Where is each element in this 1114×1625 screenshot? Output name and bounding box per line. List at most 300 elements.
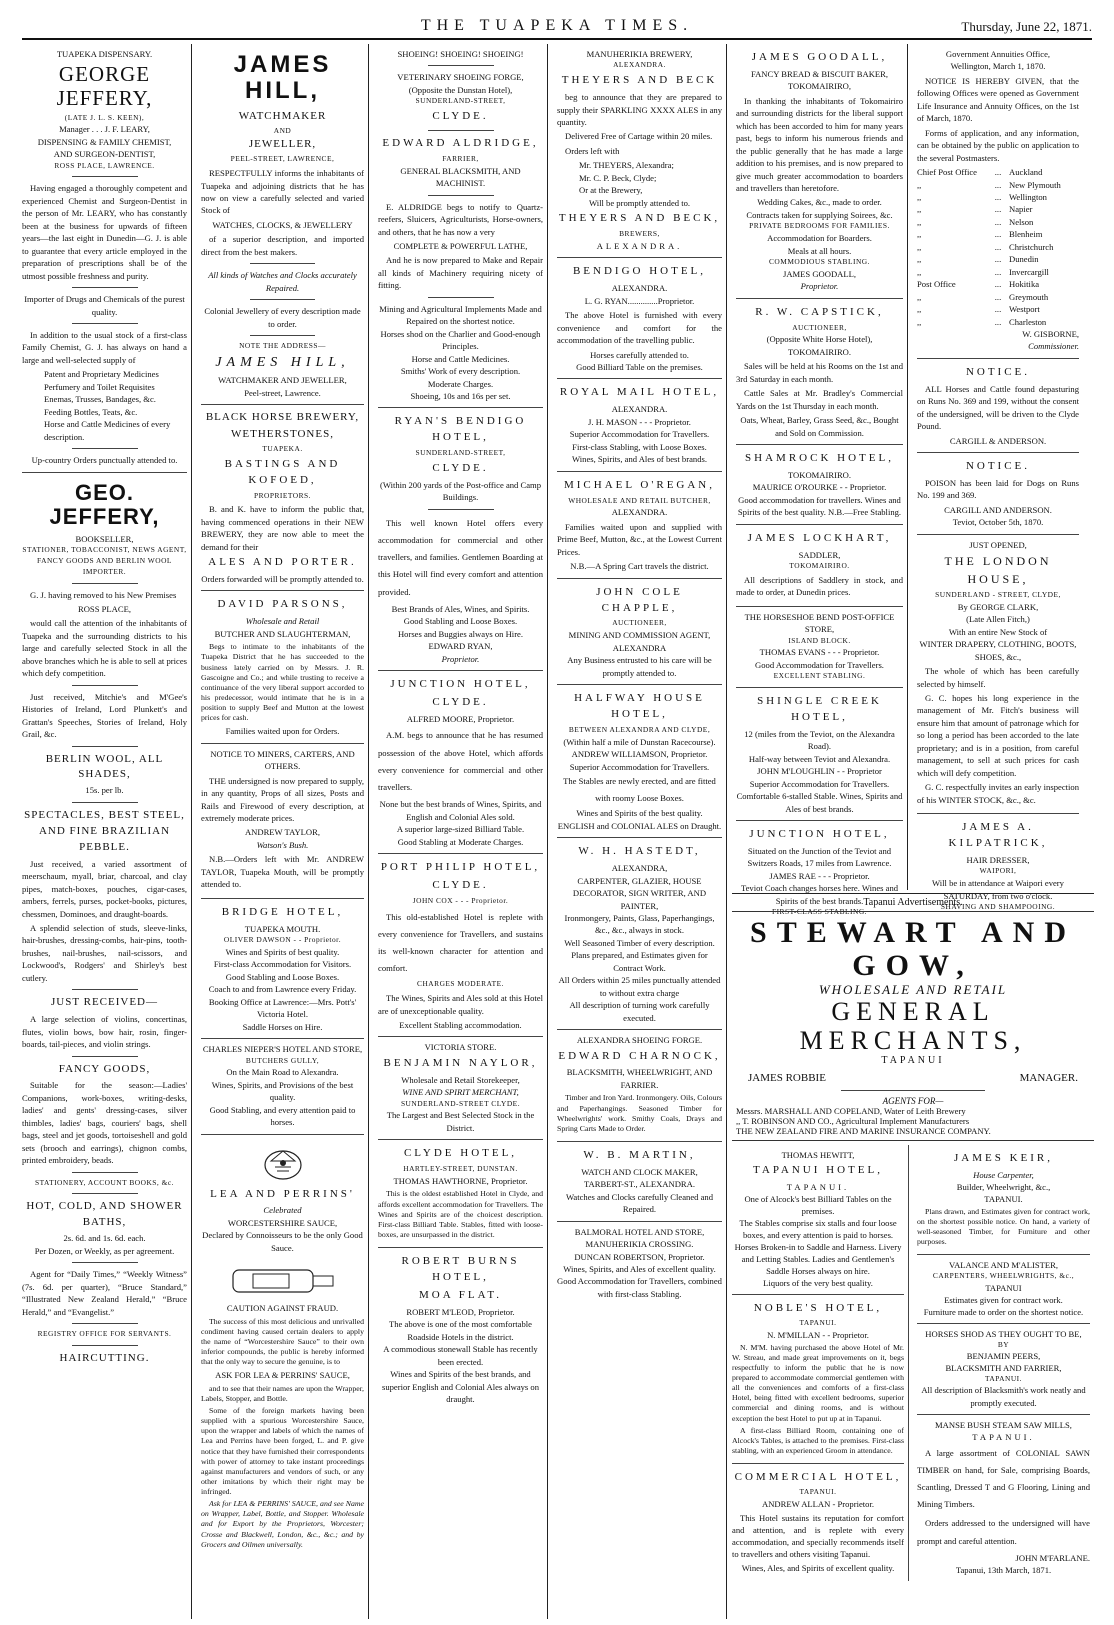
ad-heading: VICTORIA STORE. <box>424 1042 497 1053</box>
ad-lea-perrins <box>201 1135 364 1557</box>
ad-text: Will be in attendance at Waipori every SATURDAY, from two o'clock. <box>932 878 1064 901</box>
ad-line: BREWERS, <box>619 229 660 239</box>
ad-text: The Largest and Best Selected Stock in the District. <box>386 1110 535 1133</box>
divider <box>72 685 138 686</box>
ad-line: TOKOMAIRIRO, <box>787 81 852 92</box>
ad-line: DISPENSING & FAMILY CHEMIST, <box>37 136 172 147</box>
ad-text: Families waited upon for Orders. <box>225 726 340 737</box>
list-item: Mr. THEYERS, Alexandra; <box>579 160 674 171</box>
ad-text: A commodious stonewall Stable has recently been erected. <box>383 1344 538 1367</box>
ad-line: EDWARD RYAN, <box>428 641 493 652</box>
advertiser-name: GEO. JEFFERY, <box>49 479 160 529</box>
ad-text: Liquors of the very best quality. <box>763 1277 873 1288</box>
office-town: Greymouth <box>1008 291 1049 302</box>
ad-text: EXCELLENT STABLING. <box>773 671 866 681</box>
ad-line: NOTE THE ADDRESS— <box>239 341 326 351</box>
office-type: ,, <box>917 191 922 202</box>
ad-line: THEYERS AND BECK, <box>558 212 721 225</box>
ad-line: TAPANUI. <box>984 1374 1022 1384</box>
ad-line: COMPLETE & POWERFUL LATHE, <box>393 240 528 251</box>
ad-text: All description of turning work carefully executed. <box>569 1000 710 1023</box>
ad-line: SUNDERLAND-STREET CLYDE. <box>400 1098 521 1108</box>
ad-text: Wines and Spirits of the best brands, and superior English and Colonial Ales always on draught. <box>381 1369 540 1405</box>
divider <box>72 1262 138 1263</box>
office-dots: ... <box>994 279 1002 290</box>
ad-line: JOHN M'LOUGHLIN - - Proprietor <box>757 766 882 777</box>
ad-james-hill <box>201 44 364 405</box>
list-item: Perfumery and Toilet Requisites <box>44 381 155 392</box>
ad-capstick <box>736 299 903 445</box>
divider <box>72 448 138 449</box>
ad-james-goodall <box>736 44 903 299</box>
office-type: ,, <box>917 204 922 215</box>
ad-text: Timber and Iron Yard. Ironmongery. Oils, Colours and Paperhangings. Seasoned Timber for Wheelwrights' work. Smithy Coals, Drays and Spring Carts Made to Order. <box>557 1093 722 1133</box>
ad-text: G. J. having removed to his New Premises <box>30 589 177 600</box>
ad-line: ALEXANDRA, <box>611 863 668 874</box>
ad-text: Wines, Ales, and Spirits of excellent quality. <box>741 1562 895 1573</box>
ad-line: PEEL-STREET, LAWRENCE, <box>230 154 335 164</box>
ad-heading: EDWARD ALDRIDGE, <box>382 137 539 150</box>
ad-shoeing-forge <box>378 44 543 408</box>
office-list <box>917 166 1079 328</box>
ad-heading: JAMES LOCKHART, <box>747 531 892 544</box>
ad-line: Wellington, March 1, 1870. <box>950 61 1046 72</box>
ad-text: N.B.—Orders left with Mr. ANDREW TAYLOR, Tuapeka Mouth, will be promptly attended to. <box>201 854 364 890</box>
office-type: Chief Post Office <box>917 167 977 178</box>
ad-line: TARBERT-ST., ALEXANDRA. <box>584 1179 695 1190</box>
office-type: ,, <box>917 266 922 277</box>
ad-text: Half-way between Teviot and Alexandra. <box>748 753 891 764</box>
ad-line: JEWELLER, <box>248 138 317 151</box>
ad-heading: PORT PHILIP HOTEL, <box>380 860 541 873</box>
ad-text: Horse and Cattle Medicines. <box>411 353 510 364</box>
ad-text: Importer of Drugs and Chemicals of the purest quality. <box>24 294 185 317</box>
ad-line: TOKOMAIRIRO. <box>787 469 852 480</box>
ad-text: Wines and Spirits of best quality. <box>225 946 340 957</box>
ad-heading: MICHAEL O'REGAN, <box>563 478 715 491</box>
ad-line: FANCY BREAD & BISCUIT BAKER, <box>750 68 889 79</box>
ad-line: MANUHERIKIA CROSSING. <box>585 1239 694 1250</box>
ad-line: TAPANUI. <box>786 1181 850 1192</box>
ad-heading: W. H. HASTEDT, <box>578 845 701 858</box>
divider <box>72 176 138 177</box>
ad-text: This well known Hotel offers every accommodation for commercial and other travellers, and families. Gentlemen Boarding at this Hotel will find every comfort and attention provided. <box>378 517 543 597</box>
ad-junction-hotel-clyde <box>378 671 543 854</box>
ad-line: BUTCHERS GULLY, <box>245 1055 320 1065</box>
ad-robert-burns-hotel <box>378 1248 543 1410</box>
bottle-illustration <box>201 1258 364 1298</box>
manager-title: MANAGER. <box>1019 1072 1078 1085</box>
ad-line: BUTCHER AND SLAUGHTERMAN, <box>214 628 351 639</box>
ad-halfway-house-hotel <box>557 685 722 838</box>
ad-line: MAURICE O'ROURKE - - Proprietor. <box>752 482 887 493</box>
ad-line: AGENTS FOR— <box>882 1096 944 1107</box>
ad-line: WORCESTERSHIRE SAUCE, <box>227 1217 338 1228</box>
ad-heading: BENJAMIN NAYLOR, <box>383 1056 538 1069</box>
list-item: Patent and Proprietary Medicines <box>44 369 159 380</box>
ad-text: Sales will be held at his Rooms on the 1st and 3rd Saturday in each month. <box>736 361 903 384</box>
ad-text: Accommodation for Boarders. <box>767 233 872 244</box>
ad-heading: EDWARD CHARNOCK, <box>558 1049 721 1062</box>
ad-line: CLYDE. <box>432 696 489 708</box>
ad-text: Watches and Clocks carefully Cleaned and Repaired. <box>565 1191 714 1215</box>
ad-line: ALEXANDRA. <box>613 60 666 70</box>
ad-text: All description of Blacksmith's work neatly and promptly executed. <box>921 1385 1086 1408</box>
list-item: Or at the Brewery, <box>579 185 643 196</box>
ad-text: None but the best brands of Wines, Spirits, and English and Colonial Ales sold. <box>379 799 542 822</box>
ad-commercial-hotel <box>732 1464 904 1579</box>
ad-royal-mail-hotel <box>557 379 722 471</box>
ad-text: This Hotel sustains its reputation for comfort and attention, and is replete with every accommodation, and specially recommends itself to travellers and others visiting Tapanui. <box>732 1512 904 1559</box>
advertiser-name: JAMES HILL, <box>215 354 350 370</box>
ad-text: Good Stabling, and every attention paid to horses. <box>209 1104 356 1128</box>
ad-line: BOOKSELLER, <box>75 533 134 544</box>
ad-notice-poison <box>917 453 1079 535</box>
ad-line: CLYDE. <box>432 462 489 475</box>
ad-line: ALEXANDRA. <box>611 283 668 294</box>
ad-bridge-hotel <box>201 899 364 1039</box>
ad-line: L. G. RYAN..............Proprietor. <box>584 295 695 306</box>
ad-line: (Opposite the Dunstan Hotel), <box>408 84 513 95</box>
ad-john-cole-chapple <box>557 579 722 685</box>
ad-line: Tapanui, 13th March, 1871. <box>955 1564 1052 1575</box>
ad-text: Will be promptly attended to. <box>588 197 691 208</box>
ad-tapanui-hotel <box>732 1145 904 1295</box>
ad-line: N. M'MILLAN - - Proprietor. <box>767 1329 869 1340</box>
ad-text: E. ALDRIDGE begs to notify to Quartz-reefers, Sluicers, Agriculturists, Horse-owners, and others, that he has now a very <box>378 201 543 237</box>
office-row <box>917 179 1079 191</box>
office-dots: ... <box>994 291 1002 302</box>
ad-line: WINE AND SPIRIT MERCHANT, <box>402 1087 519 1098</box>
ad-text: Coach to and from Lawrence every Friday. Booking Office at Lawrence:—Mrs. Pott's' Victoria Hotel. <box>208 984 357 1020</box>
ad-line: W. GISBORNE, <box>1022 328 1079 339</box>
ad-line: TOKOMAIRIRO. <box>789 561 850 571</box>
ad-text: Well Seasoned Timber of every description. <box>564 937 715 948</box>
column-4 <box>557 44 727 1619</box>
ad-heading: BRIDGE HOTEL, <box>221 905 344 918</box>
ad-text: Good Stabling and Loose Boxes. <box>403 616 518 627</box>
ad-michael-oregan <box>557 472 722 579</box>
ad-text: B. and K. have to inform the public that, having commenced operations in their NEW BREWERY, they are now able to meet the demand for their <box>201 504 364 552</box>
office-row <box>917 278 1079 290</box>
ad-line: With an entire New Stock of <box>948 626 1048 637</box>
ad-line: CARGILL & ANDERSON. <box>949 435 1047 446</box>
office-type: ,, <box>917 304 922 315</box>
ad-line: Proprietor. <box>441 653 480 664</box>
ad-line: BASTINGS AND KOFOED, <box>224 457 341 486</box>
ad-text: First-class Stabling, with Loose Boxes. <box>572 441 707 452</box>
ad-text: Oats, Wheat, Barley, Grass Seed, &c., Bought and Sold on Commission. <box>740 415 899 438</box>
office-row <box>917 303 1079 315</box>
ad-text: A first-class Billiard Room, containing one of Alcock's Tables, is attached to the premises. First-class stabling, with an experienced Groom in attendance. <box>732 1425 904 1455</box>
ad-line: TUAPEKA. <box>262 443 303 453</box>
ad-text: Smiths' Work of every description. <box>400 366 521 377</box>
divider <box>72 323 138 324</box>
office-dots: ... <box>994 179 1002 190</box>
ad-line: (LATE J. L. S. KEEN), <box>64 112 145 122</box>
ad-line: PROPRIETORS. <box>254 490 311 500</box>
ad-heading: THE HORSESHOE BEND POST-OFFICE STORE, <box>744 611 895 635</box>
ad-text: A superior large-sized Billiard Table. <box>396 824 525 835</box>
ad-text: Superior Accommodation for Travellers. Comfortable 6-stalled Stable. Wines, Spirits and Ales of best brands. <box>736 778 903 814</box>
ad-text: The Stables comprise six stalls and four loose boxes, and every attention is paid to horses. Horses Broken-in to Saddle and Harness. Livery and Letting Stables. Ladies and Gentlemen's Saddle Horses always on hire. <box>734 1217 902 1276</box>
ad-david-parsons <box>201 591 364 743</box>
office-type: ,, <box>917 254 922 265</box>
ad-text: THE undersigned is now prepared to supply, in any quantity, Props of all sizes, Posts and Rails and Firewood of every description, at extremely moderate prices. <box>201 775 364 824</box>
ad-line: TAPANUI <box>881 1055 945 1067</box>
office-type: ,, <box>917 229 922 240</box>
ad-text: Wines and Spirits of the best quality. <box>576 808 703 819</box>
ad-line: 2s. 6d. and 1s. 6d. each. <box>63 1233 146 1244</box>
divider <box>428 130 494 131</box>
ad-text: N.B.—A Spring Cart travels the district. <box>570 561 709 572</box>
ad-victoria-store <box>378 1037 543 1140</box>
ad-line: THOMAS EVANS - - - Proprietor. <box>759 647 880 658</box>
ad-line: BETWEEN ALEXANDRA AND CLYDE, <box>568 724 711 734</box>
ad-line: CLYDE. <box>432 110 489 123</box>
ad-text: PRIVATE BEDROOMS FOR FAMILIES. <box>749 221 890 231</box>
office-type: ,, <box>917 291 922 302</box>
ad-heading: NOTICE. <box>965 460 1031 473</box>
office-type: ,, <box>917 216 922 227</box>
ad-text: A splendid selection of studs, sleeve-links, hair-brushes, dressing-combs, hair-pins, tooth-brushes, nail-brushes, nail-scissors, and Lockwood's, Rodgers' and Shirley's best cutlery. <box>22 922 187 983</box>
ad-text: Horses shod on the Charlier and Good-enough Principles. <box>380 328 541 352</box>
ad-ryans-bendigo-hotel <box>378 408 543 671</box>
ad-geo-jeffery-bookseller <box>22 473 187 1373</box>
ad-line: OLIVER DAWSON - - Proprietor. <box>223 935 342 945</box>
ad-line: MINING AND COMMISSION AGENT, <box>568 630 711 641</box>
ad-james-lockhart <box>736 525 903 607</box>
ad-text: Just received, a varied assortment of meerschaum, myall, briar, charcoal, and clay pipes, match-boxes, pouches, cigar-cases, ambers, ferrels, purses, pocket-books, pictures, chessmen, Dominoes, and draught-boards. <box>22 858 187 919</box>
ad-text: The above Hotel is furnished with every convenience and comfort for the accommodation of the travelling public. <box>557 310 722 346</box>
ad-text: would call the attention of the inhabitants of Tuapeka and the surrounding districts to his large and carefully selected Stock in all the above branches which he is able to sell at prices which defy competition. <box>22 618 187 679</box>
ad-line: CLYDE. <box>432 878 489 891</box>
divider <box>72 802 138 803</box>
ad-text: This old-established Hotel is replete with every convenience for Travellers, and sustains its well-known character for attention and comfort. <box>378 911 543 974</box>
office-dots: ... <box>994 229 1002 240</box>
ad-text: FIRST-CLASS STABLING. <box>771 907 868 917</box>
ad-text: 12 (miles from the Teviot, on the Alexandra Road). <box>744 728 895 752</box>
ad-line: WHOLESALE AND RETAIL BUTCHER, <box>568 495 711 505</box>
ad-heading: BERLIN WOOL, ALL SHADES, <box>45 752 164 781</box>
ad-line: THOMAS HAWTHORNE, Proprietor. <box>393 1176 528 1187</box>
ad-text: Orders left with <box>565 145 620 156</box>
ad-text: Orders forwarded will be promptly attended to. <box>201 574 364 585</box>
office-type: ,, <box>917 316 922 327</box>
ad-stewart-gow <box>732 911 1094 1141</box>
ad-text: Good Billiard Table on the premises. <box>576 361 703 372</box>
ad-text: Moderate Charges. <box>427 378 494 389</box>
ad-line: AUCTIONEER, <box>792 322 847 332</box>
ad-text: Mining and Agricultural Implements Made and Repaired on the shortest notice. <box>379 303 542 327</box>
ad-line: ROSS PLACE, <box>77 604 131 615</box>
ad-heading: SPECTACLES, BEST STEEL, AND FINE BRAZILIAN PEBBLE. <box>24 808 185 853</box>
section-heading: Tapanui Advertisements. <box>863 897 963 908</box>
column-6 <box>917 44 1083 912</box>
office-dots: ... <box>994 266 1002 277</box>
ad-line: WATCHMAKER AND JEWELLER, <box>218 375 347 386</box>
office-row <box>917 191 1079 203</box>
tapanui-subcolumn-right <box>917 1145 1094 1581</box>
ad-line: VETERINARY SHOEING FORGE, <box>397 72 524 83</box>
ad-text: All Orders within 25 miles punctually attended to without extra charge <box>558 975 721 998</box>
ad-line: SUNDERLAND-STREET, <box>415 96 506 106</box>
ad-line: CARPENTERS, WHEELWRIGHTS, &c., <box>932 1271 1075 1281</box>
ad-line: WAIPORI, <box>979 866 1017 876</box>
ad-valance-malister <box>917 1255 1090 1323</box>
ad-text: Having engaged a thoroughly competent and experienced Chemist and Surgeon-Dentist in the person of Mr. LEARY, who has constantly been at the business for upwards of fifteen years—the last eight in Dunedin—G. J. is able to guarantee that every article employed in the preparation of prescriptions shall be of the utmost possible freshness and purity. <box>22 183 187 281</box>
ad-text: Superior Accommodation for Travellers. <box>569 429 710 440</box>
ad-line: SADDLER, <box>798 549 841 560</box>
office-row <box>917 241 1079 253</box>
ad-text: Up-country Orders punctually attended to. <box>31 455 178 466</box>
ad-text: The whole of which has been carefully selected by himself. <box>917 666 1079 689</box>
ad-balmoral-hotel <box>557 1222 722 1306</box>
office-town: Christchurch <box>1008 241 1054 252</box>
divider <box>72 1193 138 1194</box>
ad-text: Just received, Mitchie's and M'Gee's Histories of Ireland, Lord Plunkett's and Grattan's Speeches, Stories of Ireland, Holy Grail, &c. <box>22 691 187 740</box>
ad-heading: LEA AND PERRINS' <box>210 1187 355 1200</box>
ad-line: (Opposite White Horse Hotel), <box>766 334 873 345</box>
ad-nobles-hotel <box>732 1295 904 1464</box>
ad-text: Shoeing, 10s and 16s per set. <box>410 390 511 401</box>
ad-text: Plans drawn, and Estimates given for contract work, on the shortest possible notice. On hand, a variety of well-seasoned Timber, for Furniture and other purposes. <box>917 1206 1090 1247</box>
divider <box>428 509 494 510</box>
ad-line: House Carpenter, <box>973 1169 1034 1180</box>
ad-benjamin-peers <box>917 1324 1090 1415</box>
office-row <box>917 203 1079 215</box>
ad-text: RESPECTFULLY informs the inhabitants of Tuapeka and adjoining districts that he has now on view a carefully selected and varied Stock of <box>201 168 364 216</box>
office-town: Nelson <box>1008 216 1034 227</box>
ad-heading: ALEXANDRA SHOEING FORGE. <box>576 1035 703 1046</box>
ad-line: ROBERT M'LEOD, Proprietor. <box>406 1306 515 1317</box>
ad-george-jeffery <box>22 44 187 473</box>
ad-heading: MANSE BUSH STEAM SAW MILLS, <box>935 1419 1072 1430</box>
ad-line: Proprietor. <box>800 281 839 292</box>
ad-text: Suitable for the season:—Ladies' Companions, work-boxes, writing-desks, ladies' and gents' dressing-cases, silver thimbles, ladies' bags, couriers' bags, shell bags, steel and jet goods, tortoiseshell and gold sets (brooch and earrings), chignon combs, printed embroidery, beads. <box>22 1080 187 1166</box>
ad-line: WINTER DRAPERY, CLOTHING, BOOTS, SHOES, &c., <box>919 639 1077 662</box>
ad-heading: THE LONDON HOUSE, <box>944 554 1052 586</box>
office-town: Invercargill <box>1008 266 1049 277</box>
ad-heading: DAVID PARSONS, <box>217 598 348 611</box>
ad-line: ALEXANDRA. <box>611 507 668 518</box>
column-5 <box>736 44 908 917</box>
office-row <box>917 253 1079 265</box>
ad-line: TUAPEKA MOUTH. <box>244 923 321 934</box>
ad-text: All kinds of Watches and Clocks accurately Repaired. <box>208 270 357 293</box>
ad-heading: CLYDE HOTEL, <box>403 1147 518 1160</box>
ad-text: Agent for “Daily Times,” “Weekly Witness” (7s. 6d. per quarter), “Bruce Standard,” “Illustrated New Zealand Herald,” “Bruce Herald,” and “Evangelist.” <box>22 1269 187 1317</box>
divider <box>72 1323 138 1324</box>
ad-line: ANDREW WILLIAMSON, Proprietor. <box>571 749 708 760</box>
tapanui-subcolumn-left <box>732 1145 909 1581</box>
ad-heading: BLACK HORSE BREWERY, <box>205 411 360 424</box>
ad-heading: GENERAL MERCHANTS, <box>799 997 1027 1055</box>
ad-text: beg to announce that they are prepared to supply their SPARKLING XXXX ALES in any quantity. <box>557 92 722 128</box>
ad-text: of a superior description, and imported direct from the best makers. <box>201 234 364 257</box>
ad-line: Messrs. MARSHALL AND COPELAND, Water of Leith Brewery <box>736 1106 966 1117</box>
ad-black-horse-brewery <box>201 405 364 591</box>
issue-date: Thursday, June 22, 1871. <box>961 19 1092 34</box>
ad-text: Ironmongery, Paints, Glass, Paperhangings, &c., &c., always in stock. <box>564 913 715 936</box>
ad-line: Wholesale and Retail Storekeeper, <box>401 1074 520 1085</box>
ad-heading: ROBERT BURNS HOTEL, <box>401 1255 520 1284</box>
ad-line: HAIR DRESSER, <box>966 854 1030 865</box>
ad-line: AND <box>273 125 292 135</box>
ad-text: Begs to intimate to the inhabitants of the Tuapeka District that he has succeeded to the business lately carried on by Messrs. J. R. Gascoigne and Co.; and while trusting to receive a continuance of the very liberal support accorded to his predecessor, would intimate that he is in a position to supply Beef and Mutton at the lowest prices for cash. <box>201 642 364 723</box>
ad-heading: JUNCTION HOTEL, <box>749 828 890 841</box>
ad-wb-martin <box>557 1142 722 1222</box>
ad-line: TOKOMAIRIRO. <box>787 346 852 357</box>
office-town: Wellington <box>1008 191 1047 202</box>
ad-heading: THEYERS AND BECK <box>561 74 718 87</box>
ad-line: TAPANUI. <box>799 1318 837 1328</box>
ad-line: WETHERSTONES, <box>231 427 334 440</box>
ad-heading: HAIRCUTTING. <box>59 1351 150 1364</box>
ad-heading: NOTICE TO MINERS, CARTERS, AND OTHERS. <box>210 748 355 772</box>
ad-line: JOHN COX - - - Proprietor. <box>412 895 509 905</box>
office-town: New Plymouth <box>1008 179 1061 190</box>
ad-text: Good Stabling at Moderate Charges. <box>397 836 524 847</box>
ad-line: BY <box>997 1339 1010 1349</box>
divider <box>428 297 494 298</box>
office-town: Westport <box>1008 304 1040 315</box>
ad-text: Superior Accommodation for Travellers. <box>569 761 710 772</box>
column-3 <box>378 44 548 1619</box>
office-type: ,, <box>917 241 922 252</box>
ad-text: Delivered Free of Cartage within 20 miles. <box>565 131 713 142</box>
ad-alexandra-shoeing-forge <box>557 1030 722 1142</box>
ad-heading: HALFWAY HOUSE HOTEL, <box>574 692 705 720</box>
ad-heading: FANCY GOODS, <box>58 1062 151 1075</box>
ad-manuherikia-brewery <box>557 44 722 258</box>
ad-line: ROSS PLACE, LAWRENCE. <box>54 160 155 170</box>
ad-line: CARPENTER, GLAZIER, HOUSE DECORATOR, SIGN WRITER, AND PAINTER, <box>572 875 707 911</box>
ad-line: ASK FOR LEA & PERRINS' SAUCE, <box>215 1370 350 1381</box>
ad-heading: JOHN COLE CHAPPLE, <box>596 585 683 614</box>
newspaper-title: THE TUAPEKA TIMES. <box>420 17 694 34</box>
divider <box>72 1172 138 1173</box>
ad-text: (Within half a mile of Dunstan Racecourse). <box>563 736 716 747</box>
ad-text: POISON has been laid for Dogs on Runs No. 199 and 369. <box>917 478 1079 501</box>
ad-line: HARTLEY-STREET, DUNSTAN. <box>403 1164 518 1174</box>
ad-line: ANDREW ALLAN - Proprietor. <box>761 1498 875 1509</box>
list-item: Feeding Bottles, Teats, &c. <box>44 406 138 417</box>
ad-clyde-hotel <box>378 1140 543 1248</box>
ad-text: Estimates given for contract work. <box>944 1294 1063 1305</box>
advertiser-name: STEWART AND GOW, <box>750 916 1076 982</box>
ad-line: WATCHES, CLOCKS, & JEWELLERY <box>212 219 353 230</box>
ad-text: Plans prepared, and Estimates given for Contract Work. <box>571 950 708 973</box>
ad-heading: SHAMROCK HOTEL, <box>745 451 894 464</box>
office-dots: ... <box>994 167 1002 178</box>
ad-line: AUCTIONEER, <box>612 618 667 628</box>
ad-line: THE NEW ZEALAND FIRE AND MARINE INSURANCE COMPANY. <box>736 1126 991 1137</box>
ad-shingle-creek-hotel <box>736 688 903 821</box>
ad-shamrock-hotel <box>736 445 903 525</box>
office-dots: ... <box>994 254 1002 265</box>
list-item: Horse and Cattle Medicines of every description. <box>44 419 171 442</box>
ad-heading: SHINGLE CREEK HOTEL, <box>757 695 882 723</box>
ad-nieper-hotel <box>201 1039 364 1134</box>
office-town: Blenheim <box>1008 229 1043 240</box>
crest-icon <box>253 1143 313 1183</box>
ad-line: Celebrated <box>263 1205 302 1216</box>
ad-text: Furniture made to order on the shortest notice. <box>923 1306 1084 1317</box>
ad-line: By GEORGE CLARK, <box>957 601 1039 612</box>
ad-heading: JUST RECEIVED— <box>51 996 158 1009</box>
ad-heading: BALMORAL HOTEL AND STORE, <box>574 1226 705 1237</box>
